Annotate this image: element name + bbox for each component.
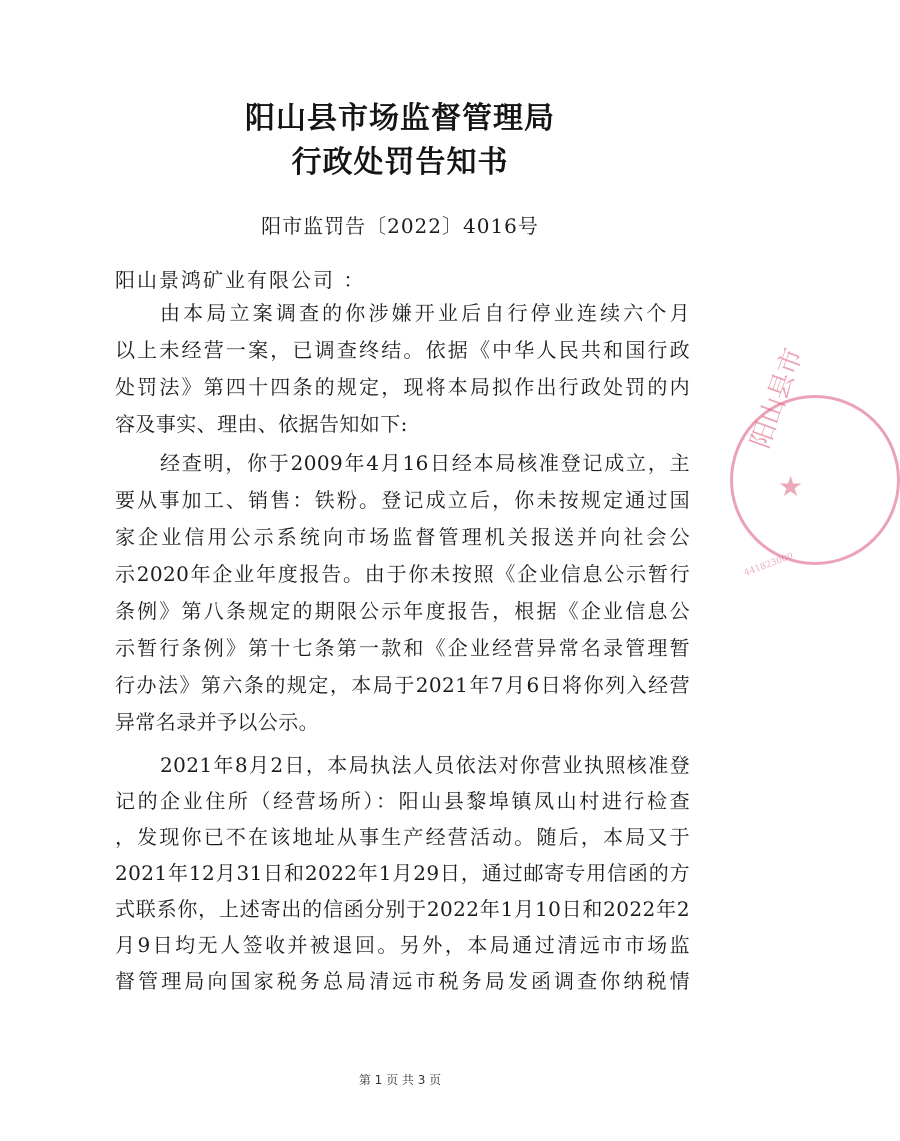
seal-text: 阳山县市 bbox=[745, 344, 810, 453]
body-line: 2021年12月31日和2022年1月29日，通过邮寄专用信函的方 bbox=[115, 861, 690, 885]
body-line: 以上未经营一案，已调查终结。依据《中华人民共和国行政 bbox=[115, 338, 690, 362]
body-line: ，发现你已不在该地址从事生产经营活动。随后，本局又于 bbox=[115, 825, 690, 849]
body-line: 条例》第八条规定的期限公示年度报告，根据《企业信息公 bbox=[115, 599, 690, 623]
page-footer: 第 1 页 共 3 页 bbox=[358, 1073, 442, 1087]
body-line: 示2020年企业年度报告。由于你未按照《企业信息公示暂行 bbox=[115, 562, 690, 586]
body-line: 由本局立案调查的你涉嫌开业后自行停业连续六个月 bbox=[160, 301, 690, 325]
body-line: 容及事实、理由、依据告知如下: bbox=[115, 412, 408, 436]
body-line: 家企业信用公示系统向市场监督管理机关报送并向社会公 bbox=[115, 525, 690, 549]
body-line: 异常名录并予以公示。 bbox=[115, 710, 319, 734]
seal-number: 441823000 bbox=[742, 551, 795, 579]
document-number: 阳市监罚告〔2022〕4016号 bbox=[261, 214, 539, 238]
body-line: 记的企业住所（经营场所）：阳山县黎埠镇凤山村进行检查 bbox=[115, 789, 690, 813]
body-line: 处罚法》第四十四条的规定，现将本局拟作出行政处罚的内 bbox=[115, 375, 690, 399]
body-line: 式联系你，上述寄出的信函分别于2022年1月10日和2022年2 bbox=[115, 897, 690, 921]
body-line: 2021年8月2日，本局执法人员依法对你营业执照核准登 bbox=[160, 753, 690, 777]
body-line: 行办法》第六条的规定，本局于2021年7月6日将你列入经营 bbox=[115, 673, 690, 697]
body-line: 示暂行条例》第十七条第一款和《企业经营异常名录管理暂 bbox=[115, 636, 690, 660]
body-line: 月9日均无人签收并被退回。另外，本局通过清远市市场监 bbox=[115, 933, 690, 957]
body-line: 要从事加工、销售：铁粉。登记成立后，你未按规定通过国 bbox=[115, 488, 690, 512]
seal-star-icon: ★ bbox=[778, 470, 804, 503]
body-line: 经查明，你于2009年4月16日经本局核准登记成立，主 bbox=[160, 451, 690, 475]
document-title-line2: 行政处罚告知书 bbox=[291, 145, 509, 180]
addressee: 阳山景鸿矿业有限公司 ： bbox=[115, 268, 366, 292]
document-title-line1: 阳山县市场监督管理局 bbox=[245, 101, 555, 136]
body-line: 督管理局向国家税务总局清远市税务局发函调查你纳税情 bbox=[115, 969, 690, 993]
